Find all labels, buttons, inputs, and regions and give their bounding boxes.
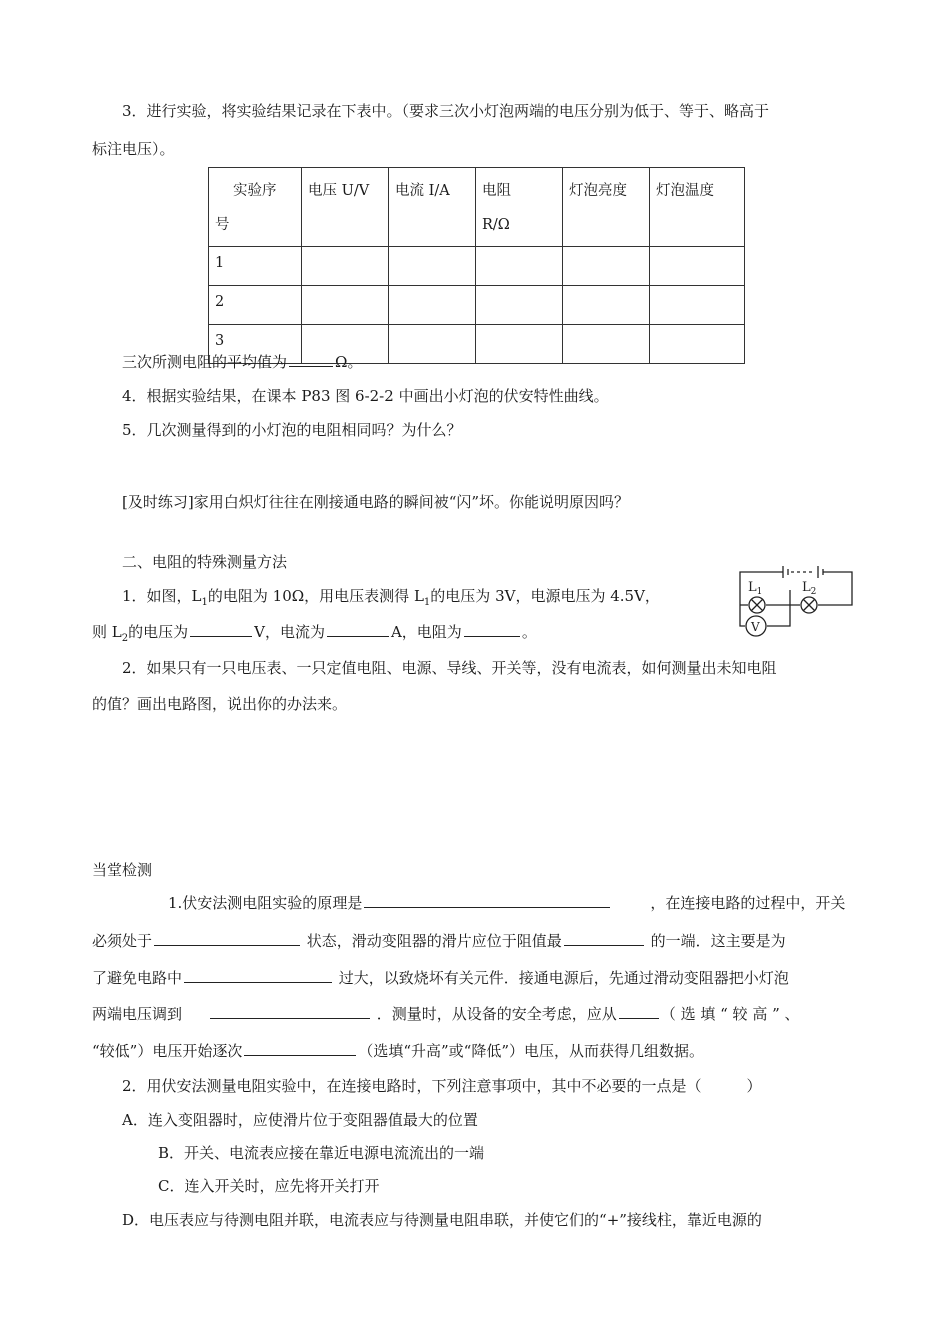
table-header-cell: 灯泡温度 (650, 168, 745, 247)
section2-q1-line2 (92, 622, 537, 649)
c1h: 两端电压调到 (92, 1005, 183, 1023)
option-b: B．开关、电流表应接在靠近电源电流流出的一端 (158, 1144, 485, 1162)
q1a: 1．如图，L (122, 587, 202, 605)
c1g: 过大，以致烧坏有关元件．接通电源后，先通过滑动变阻器把小灯泡 (338, 969, 789, 987)
table-cell (389, 286, 476, 325)
check-q1-line5 (92, 1041, 704, 1061)
table-header-cell: 电流 I/A (389, 168, 476, 247)
switch-state-blank[interactable] (154, 931, 300, 946)
start-voltage-blank[interactable] (619, 1004, 659, 1019)
item4: 4．根据实验结果，在课本 P83 图 6-2-2 中画出小灯泡的伏安特性曲线。 (122, 387, 609, 405)
average-resistance (122, 352, 362, 372)
table-header-cell (209, 168, 302, 247)
header-index-b: 号 (215, 217, 230, 233)
header-index-a: 实验序 (233, 183, 277, 199)
c1e: 的一端．这主要是为 (650, 932, 786, 950)
c1f: 了避免电路中 (92, 969, 183, 987)
c1j: （ 选 填 “ 较 高 ” 、 (660, 1005, 800, 1023)
table-row (209, 247, 745, 286)
option-d: D．电压表应与待测电阻并联，电流表应与待测量电阻串联，并使它们的“+”接线柱，靠近电源的 (122, 1211, 762, 1229)
c1b: ，在连接电路的过程中，开关 (650, 894, 846, 912)
check-q1-line1 (168, 893, 845, 913)
l2-current-blank[interactable] (327, 622, 389, 637)
avg-blank[interactable] (289, 352, 333, 367)
c1i: ．测量时，从设备的安全考虑，应从 (376, 1005, 617, 1023)
q1f: V，电流为 (254, 623, 325, 641)
l2-resistance-blank[interactable] (464, 622, 520, 637)
c1a: 1.伏安法测电阻实验的原理是 (168, 894, 363, 912)
direction-blank[interactable] (244, 1041, 356, 1056)
table-cell (563, 286, 650, 325)
q1g: A，电阻为 (390, 623, 462, 641)
q1b: 的电阻为 10Ω，用电压表测得 L (207, 587, 424, 605)
avg-suffix: Ω。 (335, 353, 363, 371)
q1d: 则 L (92, 623, 122, 641)
q1c: 的电压为 3V，电源电压为 4.5V， (430, 587, 660, 605)
circuit-diagram (728, 560, 858, 642)
table-row (209, 286, 745, 325)
sub2: 2 (121, 633, 129, 644)
check-title: 当堂检测 (92, 861, 153, 879)
avoid-blank[interactable] (184, 968, 332, 983)
table-cell (563, 247, 650, 286)
check-q1-line4 (92, 1004, 800, 1024)
sub1: 1 (201, 597, 208, 608)
c1k: “较低”）电压开始逐次 (92, 1042, 243, 1060)
header-r-a: 电阻 (482, 183, 511, 199)
header-r-b: R/Ω (482, 217, 510, 233)
sub1b: 1 (423, 597, 431, 608)
section2-q1-line1 (122, 586, 660, 613)
item5: 5．几次测量得到的小灯泡的电阻相同吗？为什么？ (122, 421, 462, 439)
item3-line2: 标注电压）。 (92, 140, 175, 158)
item3-line1: 3．进行实验，将实验结果记录在下表中。（要求三次小灯泡两端的电压分别为低于、等于、略高于 (122, 102, 770, 120)
check-q2: 2．用伏安法测量电阻实验中，在连接电路时，下列注意事项中，其中不必要的一点是（ ） (122, 1077, 762, 1095)
table-cell (476, 325, 563, 364)
table-cell (650, 247, 745, 286)
table-cell (650, 325, 745, 364)
section2-title: 二、电阻的特殊测量方法 (122, 553, 288, 571)
table-cell (302, 286, 389, 325)
check-q1-line3 (92, 968, 789, 988)
table-header-cell: 电压 U/V (302, 168, 389, 247)
check-q1-line2 (92, 931, 786, 951)
table-cell-index: 1 (209, 247, 302, 286)
option-c: C．连入开关时，应先将开关打开 (158, 1177, 380, 1195)
table-cell (476, 247, 563, 286)
option-a: A．连入变阻器时，应使滑片位于变阻器值最大的位置 (122, 1111, 478, 1129)
practice: [及时练习]家用白炽灯往往在刚接通电路的瞬间被“闪”坏。你能说明原因吗？ (122, 493, 630, 511)
section2-q2-line1: 2．如果只有一只电压表、一只定值电阻、电源、导线、开关等，没有电流表，如何测量出未知电阻 (122, 659, 777, 677)
table-header-cell: 灯泡亮度 (563, 168, 650, 247)
table-cell (389, 247, 476, 286)
l2-label: $L_2$ (802, 580, 817, 597)
q1h: 。 (521, 623, 537, 641)
section2-q2-line2: 的值？画出电路图，说出你的办法来。 (92, 695, 348, 713)
table-cell (302, 247, 389, 286)
table-cell (563, 325, 650, 364)
c1l: （选填“升高”或“降低”）电压，从而获得几组数据。 (358, 1042, 705, 1060)
adjust-voltage-blank[interactable] (210, 1004, 370, 1019)
table-header-cell (476, 168, 563, 247)
table-cell (476, 286, 563, 325)
table-cell (650, 286, 745, 325)
table-cell (389, 325, 476, 364)
avg-prefix: 三次所测电阻的平均值为 (122, 353, 288, 371)
table-cell-index: 3 (209, 325, 302, 364)
c1c: 必须处于 (92, 932, 153, 950)
meter-label: V (751, 620, 760, 634)
l2-voltage-blank[interactable] (190, 622, 252, 637)
table-header-row (209, 168, 745, 247)
resistance-blank[interactable] (564, 931, 644, 946)
experiment-table (208, 167, 745, 364)
table-cell-index: 2 (209, 286, 302, 325)
c1d: 状态，滑动变阻器的滑片应位于阻值最 (306, 932, 562, 950)
q1e: 的电压为 (128, 623, 189, 641)
l1-label: $L_1$ (748, 580, 763, 597)
principle-blank[interactable] (364, 893, 610, 908)
